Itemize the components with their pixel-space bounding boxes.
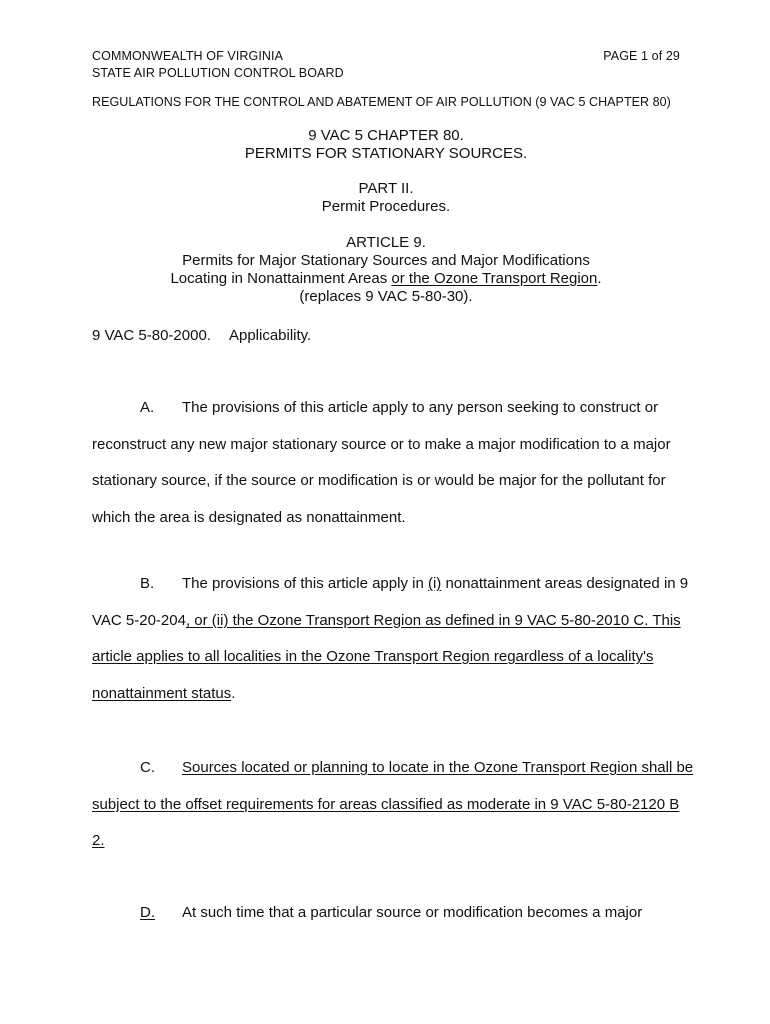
paragraph-b-line2-amendment: , or (ii) the Ozone Transport Region as defined in 9 VAC 5-80-2010 C. This xyxy=(185,611,681,629)
part-title: Permit Procedures. xyxy=(321,198,451,215)
chapter-number: 9 VAC 5 CHAPTER 80. xyxy=(308,127,464,144)
header-agency xyxy=(92,48,344,82)
paragraph-a-line2: reconstruct any new major stationary source or to make a major modification to a major xyxy=(92,435,671,453)
paragraph-d xyxy=(92,895,692,932)
article-title-line1: Permits for Major Stationary Sources and Major Modifications xyxy=(182,252,590,269)
article-number: ARTICLE 9. xyxy=(346,234,426,251)
paragraph-a xyxy=(92,390,692,536)
article-title-amendment: or the Ozone Transport Region xyxy=(391,270,598,287)
paragraph-a-line1: The provisions of this article apply to any person seeking to construct or xyxy=(182,399,659,416)
article-title-period: . xyxy=(597,270,602,287)
paragraph-b-line2-text: VAC 5-20-204 xyxy=(92,611,186,629)
paragraph-b-line1-amendment: (i) xyxy=(427,575,442,592)
paragraph-b-label: B. xyxy=(140,575,155,592)
paragraph-b-line4-period: . xyxy=(231,684,236,702)
paragraph-b-line4-amendment: nonattainment status xyxy=(92,684,232,702)
paragraph-a-label: A. xyxy=(140,399,155,416)
paragraph-b xyxy=(92,566,692,712)
article-title-text: Locating in Nonattainment Areas xyxy=(170,270,392,287)
paragraph-b-line1-text: The provisions of this article apply in xyxy=(182,575,428,592)
page-number: PAGE 1 of 29 xyxy=(603,49,680,63)
paragraph-c xyxy=(92,750,692,860)
header-board: STATE AIR POLLUTION CONTROL BOARD xyxy=(92,66,344,80)
paragraph-d-line1: At such time that a particular source or modification becomes a major xyxy=(182,904,643,921)
chapter-title: PERMITS FOR STATIONARY SOURCES. xyxy=(244,145,528,162)
paragraph-a-line3: stationary source, if the source or modification is or would be major for the pollutant for xyxy=(92,472,666,489)
chapter-heading xyxy=(92,127,680,163)
paragraph-c-line1-amendment: Sources located or planning to locate in the Ozone Transport Region shall be xyxy=(182,759,694,776)
paragraph-d-label: D. xyxy=(140,904,155,921)
article-heading xyxy=(92,234,680,306)
paragraph-a-line4: which the area is designated as nonattainment. xyxy=(92,508,406,526)
part-number: PART II. xyxy=(358,180,414,197)
header-commonwealth: COMMONWEALTH OF VIRGINIA xyxy=(92,49,284,63)
paragraph-c-line2-amendment: subject to the offset requirements for areas classified as moderate in 9 VAC 5-80-2120 B xyxy=(92,795,680,813)
section-heading xyxy=(92,327,311,344)
section-title: Applicability. xyxy=(228,327,312,344)
paragraph-c-label: C. xyxy=(140,759,155,776)
paragraph-c-line3-amendment: 2. xyxy=(92,832,105,849)
part-heading xyxy=(92,180,680,216)
article-replaces: (replaces 9 VAC 5-80-30). xyxy=(299,288,473,305)
regulation-title: REGULATIONS FOR THE CONTROL AND ABATEMENT OF AIR POLLUTION (9 VAC 5 CHAPTER 80) xyxy=(92,95,671,109)
paragraph-b-line1-rest: nonattainment areas designated in 9 xyxy=(441,575,689,592)
section-number: 9 VAC 5-80-2000. xyxy=(92,327,211,344)
paragraph-b-line3-amendment: article applies to all localities in the Ozone Transport Region regardless of a locality's xyxy=(92,648,654,665)
article-title-line2 xyxy=(92,270,680,288)
